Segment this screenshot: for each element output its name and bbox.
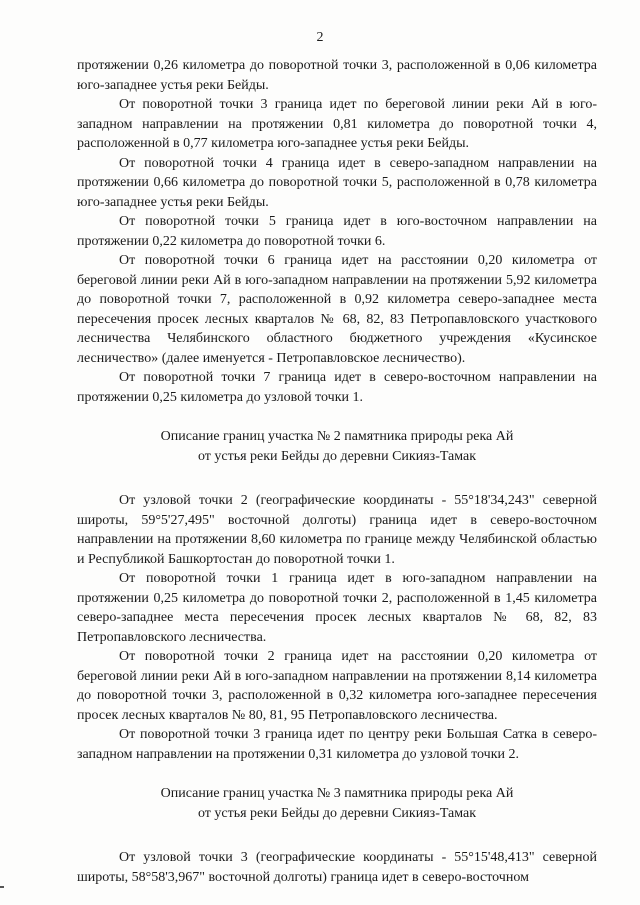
section-heading-area-2-line-2: от устья реки Бейды до деревни Сикияз-Тамак (197, 449, 477, 464)
section-heading-area-2 (77, 427, 597, 467)
page-number: 2 (316, 30, 324, 45)
section-heading-area-3 (77, 784, 597, 824)
paragraph-7: От узловой точки 2 (географические координаты - 55°18'34,243" северной широты, 59°5'27,495" восточной долготы) граница идет в северо-восточном направлении на протяжении 8,60 километра по границе между Челябинской областью и Республикой Башкортостан до поворотной точки 1. (77, 493, 597, 567)
section-heading-area-3-line-1: Описание границ участка № 3 памятника природы река Ай (160, 786, 514, 801)
document-body (77, 56, 597, 887)
paragraph-4: От поворотной точки 5 граница идет в юго-восточном направлении на протяжении 0,22 километра до поворотной точки 6. (77, 214, 597, 249)
scan-edge-mark (0, 886, 4, 888)
paragraph-6: От поворотной точки 7 граница идет в северо-восточном направлении на протяжении 0,25 километра до узловой точки 1. (77, 370, 597, 405)
paragraph-11: От узловой точки 3 (географические координаты - 55°15'48,413" северной широты, 58°58'3,967" восточной долготы) граница идет в северо-восточном (77, 850, 597, 885)
section-heading-area-2-line-1: Описание границ участка № 2 памятника природы река Ай (160, 429, 514, 444)
paragraph-3: От поворотной точки 4 граница идет в северо-западном направлении на протяжении 0,66 километра до поворотной точки 5, расположенной в 0,78 километра юго-западнее устья реки Бейды. (77, 155, 597, 210)
paragraph-8: От поворотной точки 1 граница идет в юго-западном направлении на протяжении 0,25 километра до поворотной точки 2, расположенной в 1,45 километра северо-западнее места пересечения просек лесных кварталов № 68, 82, 83 Петропавловского лесничества. (77, 571, 597, 645)
paragraph-2: От поворотной точки 3 граница идет по береговой линии реки Ай в юго-западном направлении на протяжении 0,81 километра до поворотной точки 4, расположенной в 0,77 километра юго-западнее устья реки Бейды. (77, 97, 597, 151)
paragraph-10: От поворотной точки 3 граница идет по центру реки Большая Сатка в северо-западном направлении на протяжении 0,31 километра до узловой точки 2. (77, 727, 597, 762)
paragraph-9: От поворотной точки 2 граница идет на расстоянии 0,20 километра от береговой линии реки Ай в юго-западном направлении на протяжении 8,14 километра до поворотной точки 3, расположенной в 0,32 километра юго-западнее пересечения просек лесных кварталов № 80, 81, 95 Петропавловского лесничества. (77, 649, 597, 723)
paragraph-1: протяжении 0,26 километра до поворотной точки 3, расположенной в 0,06 километра юго-западнее устья реки Бейды. (77, 58, 597, 93)
paragraph-5: От поворотной точки 6 граница идет на расстоянии 0,20 километра от береговой линии реки Ай в юго-западном направлении на протяжении 5,92 километра до поворотной точки 7, расположенной в 0,92 километра северо-западнее места пересечения просек лесных кварталов № 68, 82, 83 Петропавловского участкового лесничества Челябинского областного бюджетного учреждения «Кусинское лесничество» (далее именуется - Петропавловское лесничество). (77, 253, 597, 366)
section-heading-area-3-line-2: от устья реки Бейды до деревни Сикияз-Тамак (197, 806, 477, 821)
